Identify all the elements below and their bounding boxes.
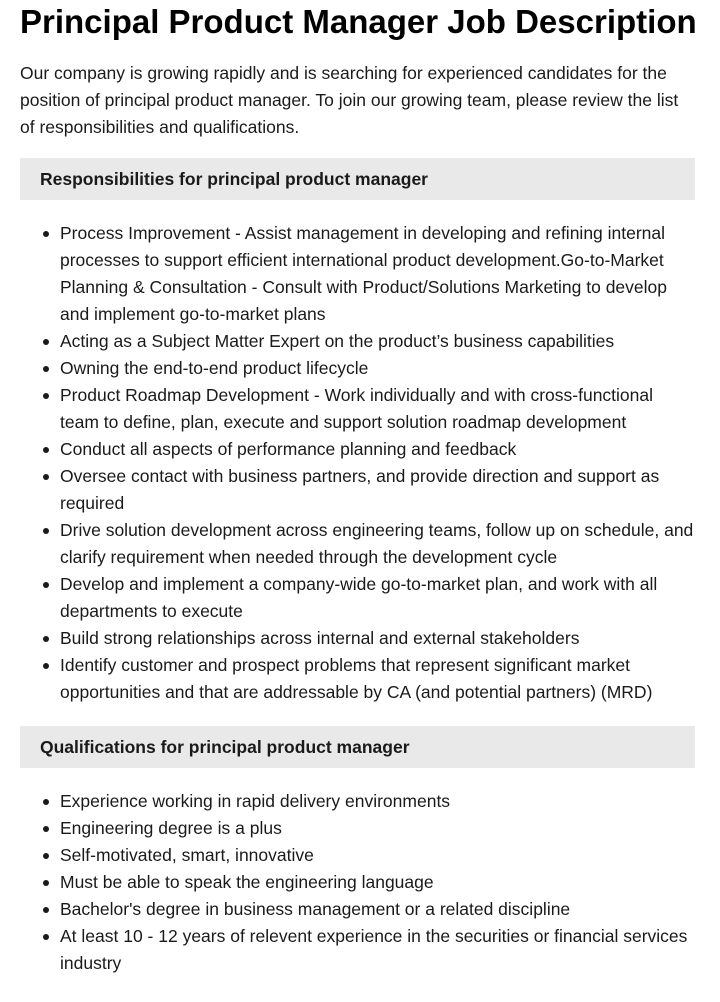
list-item-text: Acting as a Subject Matter Expert on the product’s business capabilities — [60, 331, 615, 351]
bullet-icon — [43, 826, 49, 832]
list-item-text: Product Roadmap Development - Work individually and with cross-functional team to define, plan, execute and support solution roadmap development — [60, 385, 654, 432]
bullet-icon — [43, 880, 49, 886]
bullet-icon — [43, 799, 49, 805]
bullet-icon — [43, 853, 49, 859]
list-item — [60, 220, 695, 328]
list-item-text: Experience working in rapid delivery environments — [60, 791, 451, 811]
list-item-text: Self-motivated, smart, innovative — [60, 845, 314, 865]
list-item-text: Develop and implement a company-wide go-to-market plan, and work with all departments to execute — [60, 574, 658, 621]
list-item-text: Conduct all aspects of performance planning and feedback — [60, 439, 517, 459]
list-item — [60, 625, 695, 652]
bullet-icon — [43, 636, 49, 642]
list-item — [60, 788, 695, 815]
bullet-icon — [43, 528, 49, 534]
list-item — [60, 436, 695, 463]
list-item-text: Drive solution development across engineering teams, follow up on schedule, and clarify requirement when needed through the development cycle — [60, 520, 694, 567]
list-item — [60, 815, 695, 842]
list-item — [60, 382, 695, 436]
bullet-icon — [43, 393, 49, 399]
list-item-text: Oversee contact with business partners, and provide direction and support as required — [60, 466, 660, 513]
bullet-icon — [43, 366, 49, 372]
list-item — [60, 571, 695, 625]
list-item — [60, 517, 695, 571]
responsibilities-list — [20, 220, 695, 706]
list-item-text: Must be able to speak the engineering language — [60, 872, 434, 892]
list-item-text: Build strong relationships across internal and external stakeholders — [60, 628, 580, 648]
page-title: Principal Product Manager Job Description — [20, 3, 697, 40]
list-item — [60, 923, 695, 977]
list-item — [60, 842, 695, 869]
list-item — [60, 328, 695, 355]
bullet-icon — [43, 447, 49, 453]
list-item-text: Process Improvement - Assist management in developing and refining internal processes to support efficient international product development.Go-to-Market Planning & Consultation - Consult with Product/Solutions Marketing to develop and implement go-to-market plans — [60, 223, 668, 324]
list-item-text: Identify customer and prospect problems that represent significant market opportunities and that are addressable by CA (and potential partners) (MRD) — [60, 655, 653, 702]
bullet-icon — [43, 907, 49, 913]
bullet-icon — [43, 663, 49, 669]
bullet-icon — [43, 339, 49, 345]
bullet-icon — [43, 231, 49, 237]
list-item-text: At least 10 - 12 years of relevent experience in the securities or financial services industry — [60, 926, 688, 973]
list-item — [60, 869, 695, 896]
qualifications-list — [20, 788, 695, 977]
list-item-text: Owning the end-to-end product lifecycle — [60, 358, 369, 378]
list-item-text: Bachelor's degree in business management or a related discipline — [60, 899, 571, 919]
bullet-icon — [43, 474, 49, 480]
responsibilities-heading: Responsibilities for principal product manager — [20, 158, 695, 200]
intro-paragraph: Our company is growing rapidly and is searching for experienced candidates for the position of principal product manager. To join our growing team, please review the list of responsibilities and qualifications. — [20, 63, 679, 137]
list-item — [60, 652, 695, 706]
list-item — [60, 355, 695, 382]
bullet-icon — [43, 934, 49, 940]
list-item — [60, 896, 695, 923]
qualifications-heading: Qualifications for principal product manager — [20, 726, 695, 768]
bullet-icon — [43, 582, 49, 588]
list-item-text: Engineering degree is a plus — [60, 818, 282, 838]
list-item — [60, 463, 695, 517]
